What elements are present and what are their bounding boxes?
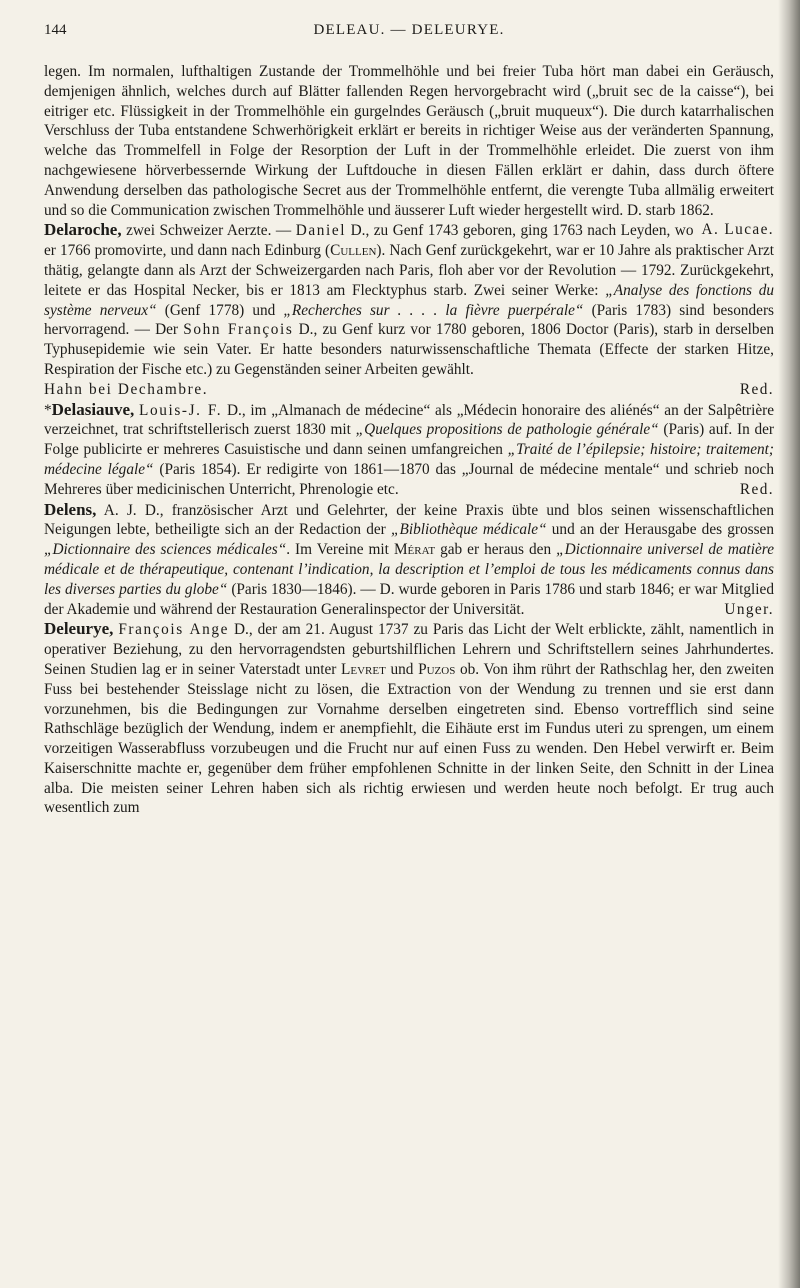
entry-delens: Delens, A. J. D., französischer Arzt und Gelehrter, der keine Praxis übte und blos seinen wissenschaftlichen Neigungen lebte, betheiligte sich an der Redaction der „Bibliothèque médicale“ und an der Herausgabe des grossen „Dictionnaire des sciences médicales“. Im Vereine mit Mérat gab er heraus den „Dictionnaire universel de matière médicale et de thérapeutique, contenant l’indication, la description et l’emploi de tous les médicaments connus dans les diverses parties du globe“ (Paris 1830—1846). — D. wurde geboren in Paris 1786 und starb 1846; er war Mitglied der Akademie und während der Restauration Generalinspector der Universität. Unger. [44,499,774,618]
person-name: François Ange [118,621,230,639]
person-name: Louis-J. F. [139,401,223,419]
page-number: 144 [44,22,67,38]
book-page [44,22,774,818]
person-name: Daniel [295,222,347,240]
person-name: Puzos [418,660,456,678]
work-title: „Quelques propositions de pathologie générale“ [355,421,659,439]
work-title: „Analyse des fonctions du système nerveux“ [44,281,774,319]
person-name: Mérat [393,541,436,559]
page-edge-shadow [778,0,800,1288]
page-header-title: DELEAU. — DELEURYE. [313,22,505,38]
work-title: „Traité de l’épilepsie; histoire; traitement; médecine légale“ [44,441,774,478]
author-signature: A. Lucae. [701,221,774,239]
entry-delasiauve: *Delasiauve, Louis-J. F. D., im „Almanach de médecine“ als „Médecin honoraire des aliénés“ an der Salpêtrière verzeichnet, trat schriftstellerisch zuerst 1830 mit „Quelques propositions de pathologie générale“ (Paris) auf. In der Folge publicirte er mehreres Casuistische und dann seinen umfangreichen „Traité de l’épilepsie; histoire; traitement; médecine légale“ (Paris 1854). Er redigirte von 1861—1870 das „Journal de médecine mentale“ und schrieb noch Mehreres über medicinischen Unterricht, Phrenologie etc. Red. [44,399,774,498]
source-citation: Hahn bei Dechambre. [44,380,209,398]
running-head [44,22,774,44]
work-title: „Recherches sur . . . . la fièvre puerpérale“ [283,301,584,319]
entry-headword: Deleurye, [44,619,114,639]
work-title: „Dictionnaire des sciences médicales“ [44,541,287,559]
continuation-text: legen. Im normalen, lufthaltigen Zustande der Trommelhöhle und bei freier Tuba hört man dabei ein Geräusch, demjenigen ähnlich, welches durch auf Blätter fallenden Regen hervorgebracht wird („bruit sec de la caisse“), bei eitriger etc. Flüssigkeit in der Trommelhöhle ein gurgelndes Geräusch („bruit muqueux“). Die durch katarrhalischen Verschluss der Tuba entstandene Schwerhörigkeit erklärt er bereits in richtiger Weise aus der veränderten Spannung, welche das Trommelfell in Folge der Resorption der Luft in der Trommelhöhle erleidet. Die zuerst von ihm nachgewiesene hörverbessernde Wirkung der Luftdouche in diesen Fällen erklärt er dahin, dass durch öftere Anwendung derselben das pathologische Secret aus der Trommelhöhle entfernt, die verengte Tuba allmälig erweitert und so die Communication zwischen Trommelhöhle und äusserer Luft wieder hergestellt wird. D. starb 1862. [44,63,774,219]
work-title: „Bibliothèque médicale“ [390,521,547,539]
author-signature: Unger. [724,600,774,618]
entry-headword: Delens, [44,499,97,519]
entry-headword: Delaroche, [44,220,122,240]
article-text [44,62,774,818]
entry-delaroche: Delaroche, zwei Schweizer Aerzte. — Daniel D., zu Genf 1743 geboren, ging 1763 nach Leyden, wo er 1766 promovirte, und dann nach Edinburg (Cullen). Nach Genf zurückgekehrt, war er 10 Jahre als praktischer Arzt thätig, gelangte dann als Arzt der Schweizergarden nach Paris, floh aber vor der Revolution — 1792. Zurückgekehrt, leitete er das Hospital Necker, bis er 1813 am Flecktyphus starb. Zwei seiner Werke: „Analyse des fonctions du système nerveux“ (Genf 1778) und „Recherches sur . . . . la fièvre puerpérale“ (Paris 1783) sind besonders hervorragend. — Der Sohn François D., zu Genf kurz vor 1780 geboren, 1806 Doctor (Paris), starb in derselben Typhusepidemie wie sein Vater. Er hatte besonders naturwissenschaftliche Themata (Effecte der starken Hitze, Respiration der Fische etc.) zu Gegenständen seiner Arbeiten gewählt. Hahn bei Dechambre. Red. [44,220,775,398]
person-name: Cullen [330,242,377,260]
entry-deleurye: Deleurye, François Ange D., der am 21. August 1737 zu Paris das Licht der Welt erblickte, zählt, namentlich in operativer Beziehung, zu den hervorragendsten geburtshilflichen Lehrern und Schriftstellern seines Jahrhundertes. Seinen Studien lag er in seiner Vaterstadt unter Levret und Puzos ob. Von ihm rührt der Rathschlag her, den zweiten Fuss bei bestehender Steisslage nicht zu lösen, die Extraction von der Wendung zu trennen und sie erst dann vorzunehmen, bis die Bedingungen zur Vornahme derselben eingetreten sind. Ebenso vortrefflich sind seine Rathschläge bezüglich der Wendung, indem er anempfiehlt, die Eihäute erst im Fundus uteri zu sprengen, um einem vorzeitigen Wasserabfluss vorzubeugen und die Frucht nur auf einen Fuss zu wenden. Den Hebel verwirft er. Beim Kaiserschnitte machte er, gegenüber dem früher empfohlenen Schnitte in der linken Seite, den Schnitt in der Linea alba. Die meisten seiner Lehren haben sich als richtig erwiesen und werden heute noch befolgt. Er trug auch wesentlich zum [44,619,775,817]
person-name: Levret [341,660,386,678]
person-name: Sohn François [183,321,294,339]
author-signature: Red. [739,480,774,498]
work-title: „Dictionnaire universel de matière médicale et de thérapeutique, contenant l’indication, la description et l’emploi de tous les médicaments connus dans les diverses parties du globe“ [44,541,774,598]
author-signature: Red. [739,380,774,398]
entry-headword: Delasiauve, [51,399,135,419]
